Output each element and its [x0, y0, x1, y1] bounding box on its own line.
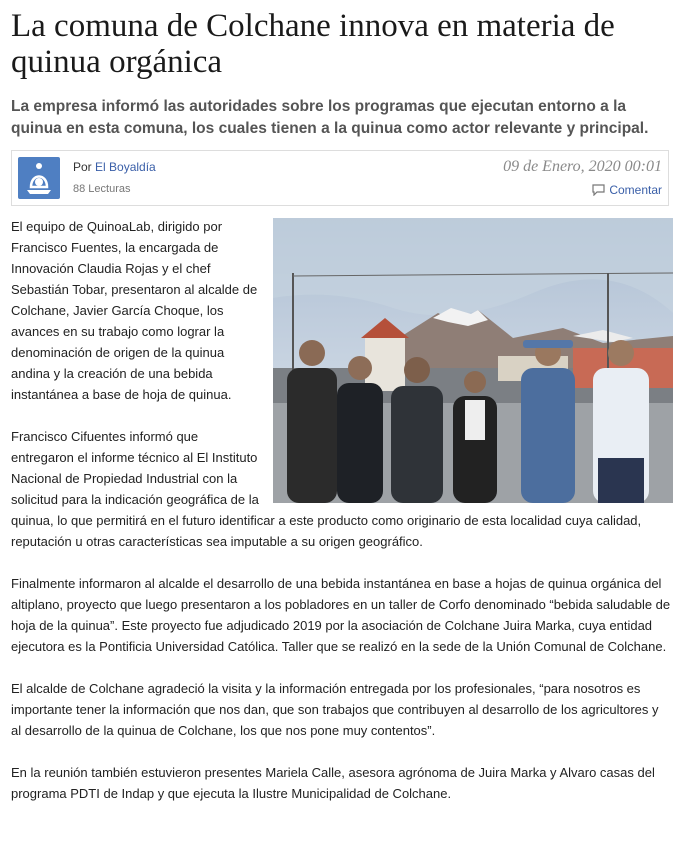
article-body [11, 216, 671, 825]
author-avatar[interactable] [18, 157, 60, 199]
paragraph-4: El alcalde de Colchane agradeció la visita y la información entregada por los profesionales, “para nosotros es importante tener la información que nos dan, que son trabajos que contribuyen al desarrollo de los agricultores y al desarrollo de la quinua de Colchane, los que nos pone muy contentos”. [11, 681, 659, 738]
group-photo-illustration [273, 218, 673, 503]
comment-label: Comentar [609, 183, 662, 197]
article-photo [273, 218, 673, 503]
paragraph-3: Finalmente informaron al alcalde el desarrollo de una bebida instantánea en base a hojas de quinua orgánica del altiplano, proyecto que luego presentaron a los pobladores en un taller de Corfo denominado “bebida saludable de hoja de la quinua”. Este proyecto fue adjudicado 2019 por la asociación de Colchane Juira Marka, cuya entidad ejecutora es la Pontificia Universidad Católica. Taller que se realizó en la sede de la Unión Comunal de Colchane. [11, 576, 671, 654]
publish-date: 09 de Enero, 2020 00:01 [503, 158, 662, 175]
byline [73, 160, 156, 174]
paragraph-2: Francisco Cifuentes informó que entregaron el informe técnico al El Instituto Nacional de Propiedad Industrial con la solicitud para la indicación geográfica de la quinua, lo que permitirá en el futuro identificar a este producto como originario de esta localidad cuya calidad, reputación u otras características sea imputable a su origen geográfico. [11, 429, 642, 549]
comment-icon [592, 184, 605, 196]
bell-icon [18, 157, 60, 199]
article-meta-box [11, 150, 669, 206]
paragraph-1: El equipo de QuinoaLab, dirigido por Francisco Fuentes, la encargada de Innovación Claudia Rojas y el chef Sebastián Tobar, presentaron al alcalde de Colchane, Javier García Choque, los avances en su trabajo como lograr la denominación de origen de la quinua andina y la creación de una bebida instantánea a base de hoja de quinua. [11, 219, 258, 402]
byline-label: Por [73, 160, 92, 174]
article-lead: La empresa informó las autoridades sobre los programas que ejecutan entorno a la quinua en esta comuna, los cuales tienen a la quinua como actor relevante y principal. [11, 98, 649, 137]
comment-link[interactable] [592, 183, 662, 197]
paragraph-5: En la reunión también estuvieron presentes Mariela Calle, asesora agrónoma de Juira Marka y Alvaro casas del programa PDTI de Indap y que ejecuta la Ilustre Municipalidad de Colchane. [11, 765, 655, 801]
read-count: 88 Lecturas [73, 183, 131, 195]
article-title: La comuna de Colchane innova en materia de quinua orgánica [11, 8, 615, 80]
author-link[interactable]: El Boyaldía [95, 160, 156, 174]
